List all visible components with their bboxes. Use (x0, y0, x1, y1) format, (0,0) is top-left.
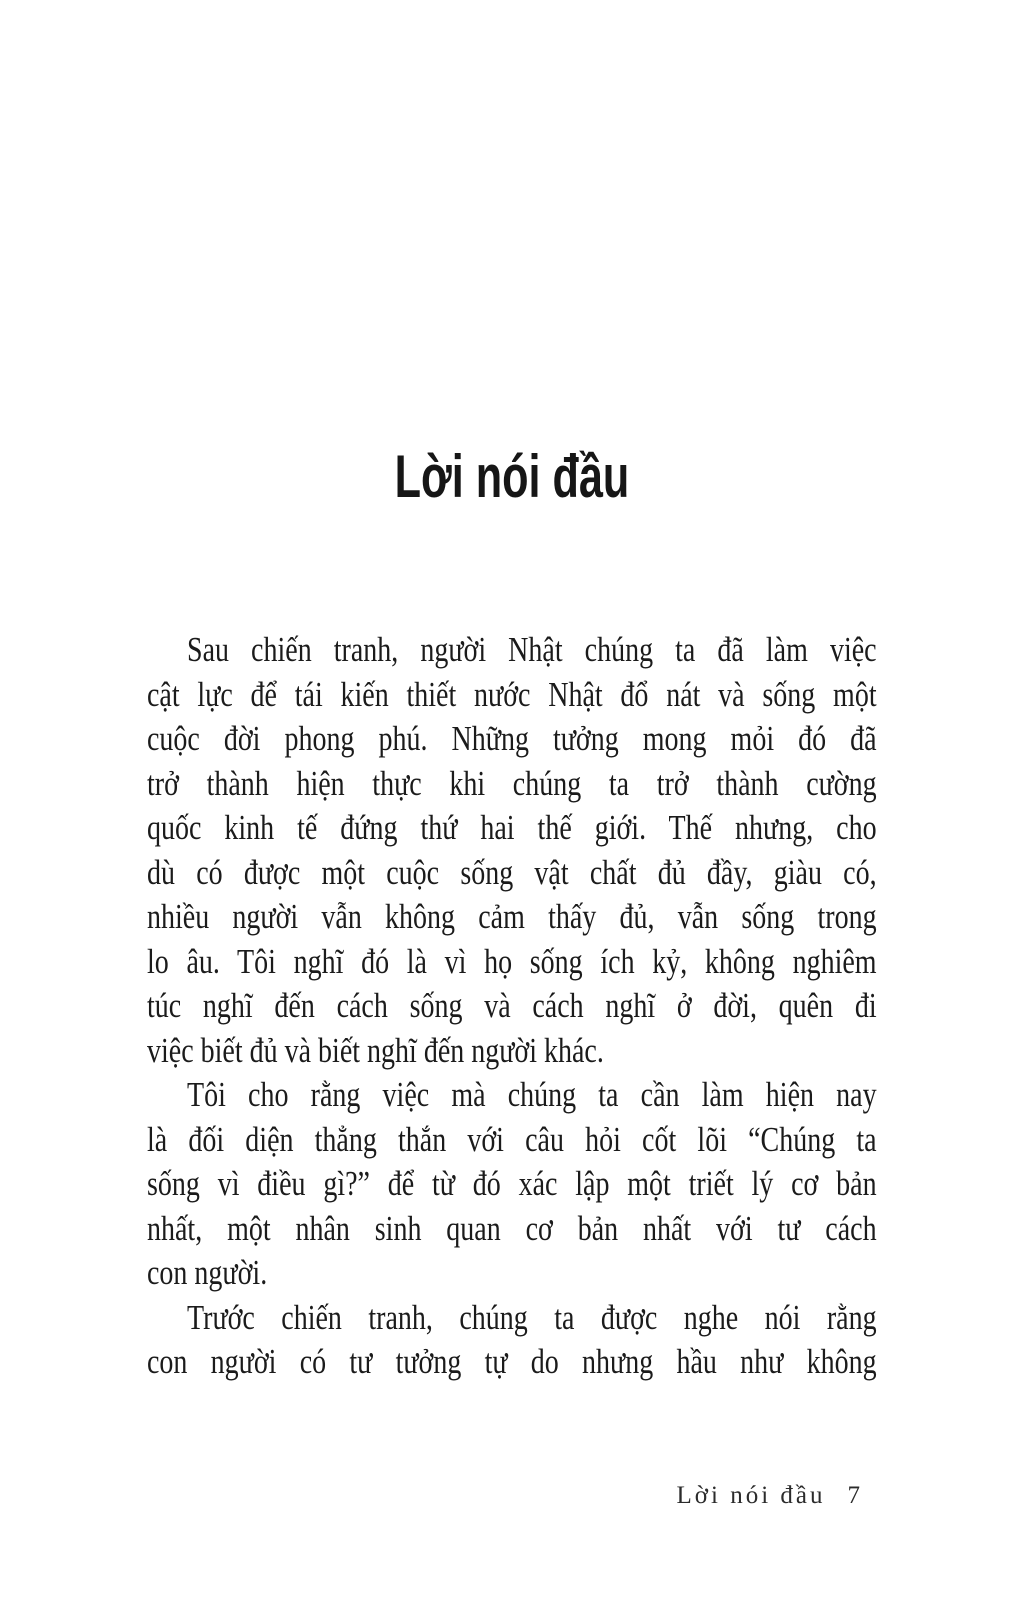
page-footer (677, 1480, 860, 1512)
text-line: trở thành hiện thực khi chúng ta trở thành cường (147, 763, 877, 803)
text-line: nhất, một nhân sinh quan cơ bản nhất với tư cách (147, 1208, 877, 1248)
text-line: con người có tư tưởng tự do nhưng hầu như không (147, 1342, 877, 1381)
text-line: dù có được một cuộc sống vật chất đủ đầy, giàu có, (147, 852, 877, 892)
text-line: Tôi cho rằng việc mà chúng ta cần làm hiện nay (187, 1075, 877, 1114)
text-line: cật lực để tái kiến thiết nước Nhật đổ nát và sống một (147, 674, 877, 714)
page-number: 7 (847, 1482, 860, 1509)
text-line: Trước chiến tranh, chúng ta được nghe nói rằng (187, 1297, 877, 1337)
text-line: con người. (147, 1253, 268, 1292)
text-line: nhiều người vẫn không cảm thấy đủ, vẫn sống trong (147, 897, 877, 936)
chapter-title-text: Lời nói đầu (394, 443, 630, 510)
body-text (147, 628, 877, 1385)
footer-section-label: Lời nói đầu (676, 1482, 826, 1509)
text-line: lo âu. Tôi nghĩ đó là vì họ sống ích kỷ, không nghiêm (147, 941, 877, 981)
text-line: sống vì điều gì?” để từ đó xác lập một triết lý cơ bản (147, 1164, 877, 1203)
text-line: là đối diện thẳng thắn với câu hỏi cốt lõi “Chúng ta (147, 1119, 877, 1159)
text-line: cuộc đời phong phú. Những tưởng mong mỏi đó đã (147, 719, 877, 758)
body-text-lines (147, 628, 877, 1385)
text-line: túc nghĩ đến cách sống và cách nghĩ ở đời, quên đi (147, 986, 877, 1025)
text-line: việc biết đủ và biết nghĩ đến người khác. (147, 1030, 604, 1070)
text-line: quốc kinh tế đứng thứ hai thế giới. Thế nhưng, cho (147, 808, 877, 847)
text-line: Sau chiến tranh, người Nhật chúng ta đã làm việc (187, 630, 877, 669)
chapter-title (0, 443, 1024, 510)
